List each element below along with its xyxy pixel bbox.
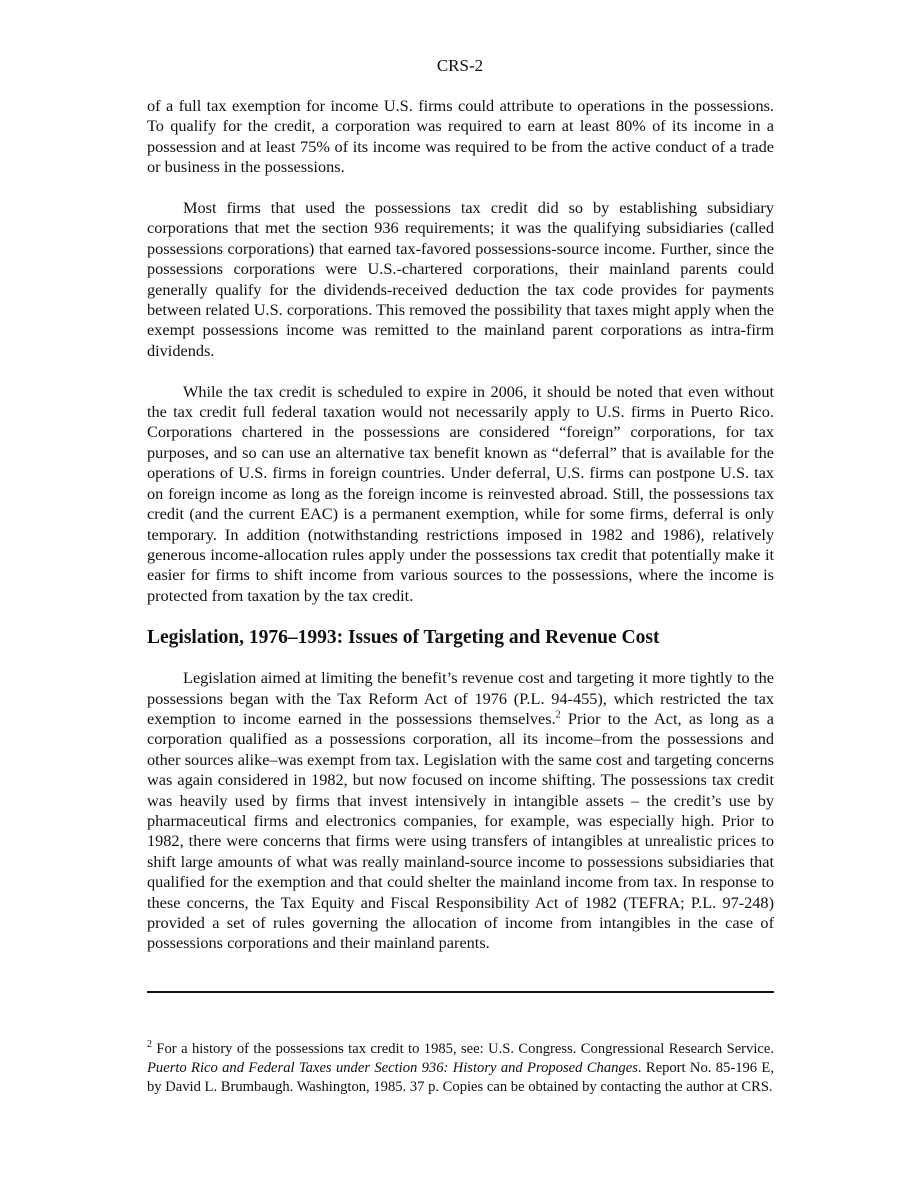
page-number-header: CRS-2 — [436, 56, 484, 75]
legislation-text-part1: Legislation aimed at limiting the benefit’s revenue cost and targeting it more tightly to the possessions began with the Tax Reform Act of 1976 (P.L. 94-455), which restricted the tax exemption to income earned in the possessions themselves. — [147, 668, 774, 728]
section-heading: Legislation, 1976–1993: Issues of Targeting and Revenue Cost — [147, 627, 660, 649]
footnote-text-b: . Report No. 85-196 E, by David L. Brumbaugh. Washington, 1985. 37 p. Copies can be obtained by contacting the author at CRS. — [147, 1059, 774, 1095]
footnote-text-a: For a history of the possessions tax credit to 1985, see: U.S. Congress. Congressional Research Service. — [152, 1041, 774, 1057]
footnote-divider — [147, 991, 774, 993]
footnote-marker: 2 — [147, 1039, 152, 1051]
footnote-title: Puerto Rico and Federal Taxes under Section 936: History and Proposed Changes — [147, 1059, 638, 1076]
footnote-reference: 2 — [555, 709, 561, 721]
document-body — [147, 96, 774, 954]
paragraph-legislation — [147, 668, 774, 954]
legislation-text-part2: Prior to the Act, as long as a corporation qualified as a possessions corporation, all its income–from the possessions and other sources alike–was exempt from tax. Legislation with the same cost and targeting concerns was again considered in 1982, but now focused on income shifting. The possessions tax credit was heavily used by firms that invest intensively in intangible assets – the credit’s use by pharmaceutical firms and electronics companies, for example, was especially high. Prior to 1982, there were concerns that firms were using transfers of intangibles at unrealistic prices to shift large amounts of what was really mainland-source income to possessions subsidiaries that qualified for the exemption and that could shelter the mainland income from tax. In response to these concerns, the Tax Equity and Fiscal Responsibility Act of 1982 (TEFRA; P.L. 97-248) provided a set of rules governing the allocation of income from intangibles in the case of possessions corporations and their mainland parents. — [147, 708, 774, 953]
paragraph-continued: of a full tax exemption for income U.S. firms could attribute to operations in the possessions. To qualify for the credit, a corporation was required to earn at least 80% of its income in a possession and at least 75% of its income was required to be from the active conduct of a trade or business in the possessions. — [147, 96, 774, 177]
footnote — [147, 1040, 774, 1096]
paragraph-subsidiaries: Most firms that used the possessions tax credit did so by establishing subsidiary corporations that met the section 936 requirements; it was the qualifying subsidiaries (called possessions corporations) that earned tax-favored possessions-source income. Further, since the possessions corporations were U.S.-chartered corporations, their mainland parents could generally qualify for the dividends-received deduction the tax code provides for payments between related U.S. corporations. This removed the possibility that taxes might apply when the exempt possessions income was remitted to the mainland parent corporations as intra-firm dividends. — [147, 198, 774, 360]
paragraph-deferral: While the tax credit is scheduled to expire in 2006, it should be noted that even without the tax credit full federal taxation would not necessarily apply to U.S. firms in Puerto Rico. Corporations chartered in the possessions are considered “foreign” corporations, for tax purposes, and so can use an alternative tax benefit known as “deferral” that is available for the operations of U.S. firms in foreign countries. Under deferral, U.S. firms can postpone U.S. tax on foreign income as long as the foreign income is reinvested abroad. Still, the possessions tax credit (and the current EAC) is a permanent exemption, while for some firms, deferral is only temporary. In addition (notwithstanding restrictions imposed in 1982 and 1986), relatively generous income-allocation rules apply under the possessions tax credit that potentially make it easier for firms to shift income from various sources to the possessions, where the income is protected from taxation by the tax credit. — [147, 381, 774, 605]
